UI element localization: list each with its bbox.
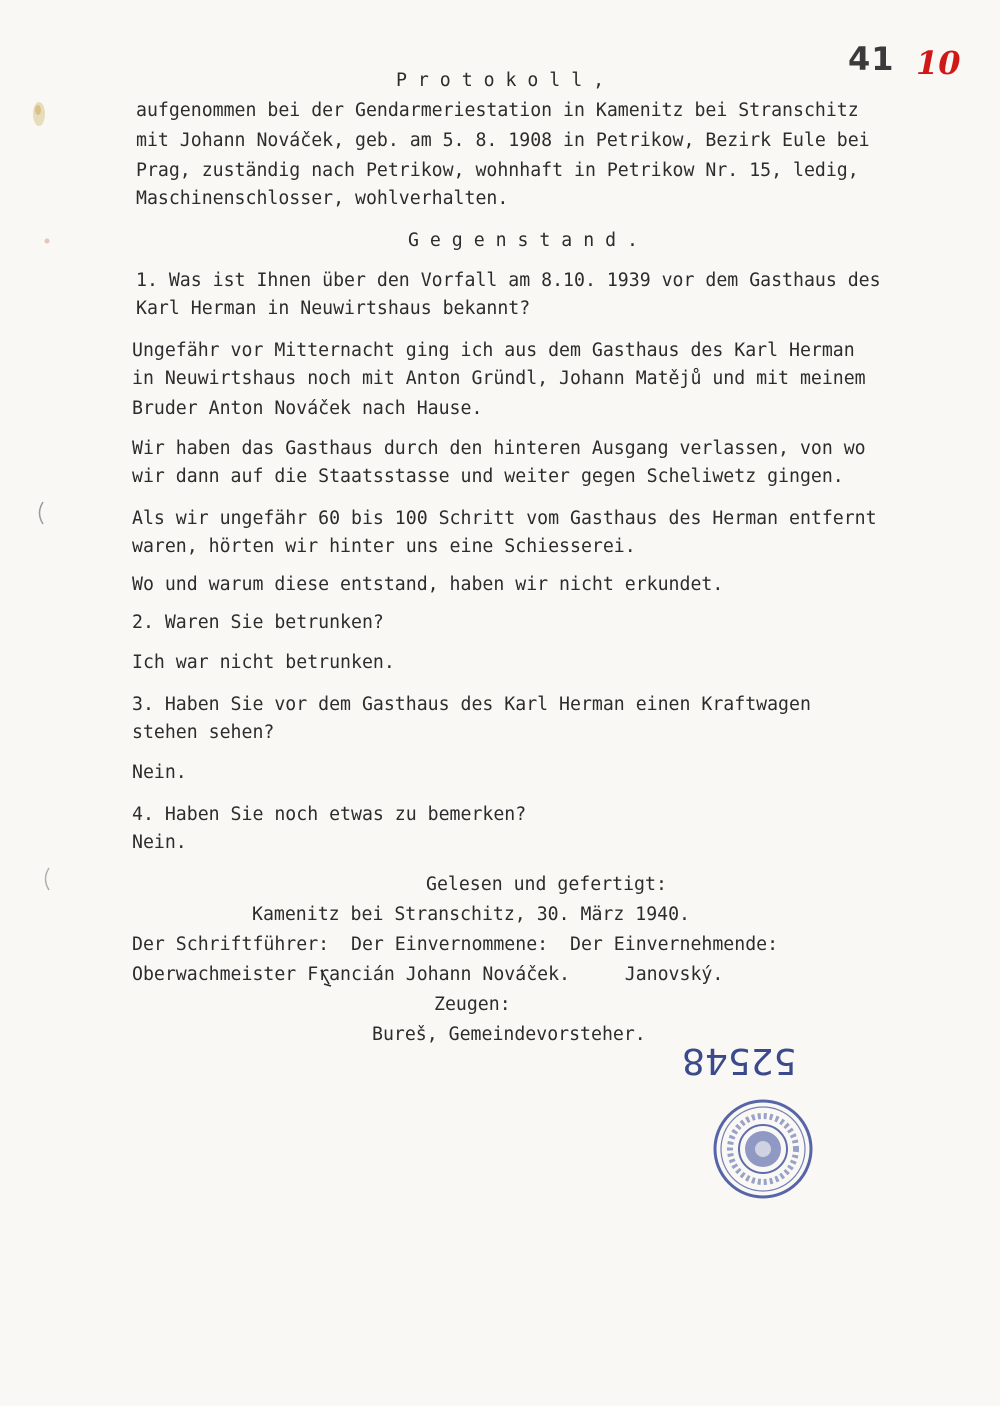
intro-line: Maschinenschlosser, wohlverhalten. bbox=[136, 188, 509, 209]
folio-red-number: 10 bbox=[916, 44, 961, 82]
answer-2: Ich war nicht betrunken. bbox=[132, 652, 395, 673]
paper-stain bbox=[26, 96, 52, 136]
handwritten-mark bbox=[318, 966, 334, 990]
body-line: Wo und warum diese entstand, haben wir nicht erkundet. bbox=[132, 574, 724, 595]
question-4: 4. Haben Sie noch etwas zu bemerken? bbox=[132, 804, 527, 825]
intro-line: Prag, zuständig nach Petrikow, wohnhaft in Petrikow Nr. 15, ledig, bbox=[136, 160, 859, 181]
read-signed: Gelesen und gefertigt: bbox=[426, 874, 667, 895]
intro-line: aufgenommen bei der Gendarmeriestation in Kamenitz bei Stranschitz bbox=[136, 100, 859, 121]
body-line: Als wir ungefähr 60 bis 100 Schritt vom Gasthaus des Herman entfernt bbox=[132, 508, 877, 529]
archive-number-stamp: 52548 bbox=[682, 1040, 797, 1081]
protocol-heading: P r o t o k o l l , bbox=[396, 70, 605, 91]
body-line: Ungefähr vor Mitternacht ging ich aus dem Gasthaus des Karl Herman bbox=[132, 340, 855, 361]
subject-heading: G e g e n s t a n d . bbox=[408, 230, 638, 251]
question-3-cont: stehen sehen? bbox=[132, 722, 275, 743]
body-line: Karl Herman in Neuwirtshaus bekannt? bbox=[136, 298, 531, 319]
answer-3: Nein. bbox=[132, 762, 187, 783]
body-line: in Neuwirtshaus noch mit Anton Gründl, Johann Matějů und mit meinem bbox=[132, 368, 866, 389]
body-line: wir dann auf die Staatsstasse und weiter gegen Scheliwetz gingen. bbox=[132, 466, 844, 487]
folio-number: 41 bbox=[848, 40, 895, 78]
signature-names: Oberwachmeister Francián Johann Nováček. Janovský. bbox=[132, 964, 724, 985]
question-2: 2. Waren Sie betrunken? bbox=[132, 612, 384, 633]
body-line: Wir haben das Gasthaus durch den hinteren Ausgang verlassen, von wo bbox=[132, 438, 866, 459]
body-line: 1. Was ist Ihnen über den Vorfall am 8.10. 1939 vor dem Gasthaus des bbox=[136, 270, 881, 291]
witness-name: Bureš, Gemeindevorsteher. bbox=[372, 1024, 646, 1045]
paper-dot-mark bbox=[42, 236, 52, 246]
intro-line: mit Johann Nováček, geb. am 5. 8. 1908 in Petrikow, Bezirk Eule bei bbox=[136, 130, 870, 151]
punch-hole-mark bbox=[40, 866, 52, 892]
question-3: 3. Haben Sie vor dem Gasthaus des Karl Herman einen Kraftwagen bbox=[132, 694, 811, 715]
body-line: waren, hörten wir hinter uns eine Schiesserei. bbox=[132, 536, 636, 557]
signature-roles: Der Schriftführer: Der Einvernommene: Der Einvernehmende: bbox=[132, 934, 779, 955]
punch-hole-mark bbox=[34, 500, 46, 526]
place-date: Kamenitz bei Stranschitz, 30. März 1940. bbox=[252, 904, 690, 925]
witnesses-label: Zeugen: bbox=[434, 994, 511, 1015]
archive-seal-stamp bbox=[712, 1098, 814, 1200]
body-line: Bruder Anton Nováček nach Hause. bbox=[132, 398, 483, 419]
answer-4: Nein. bbox=[132, 832, 187, 853]
